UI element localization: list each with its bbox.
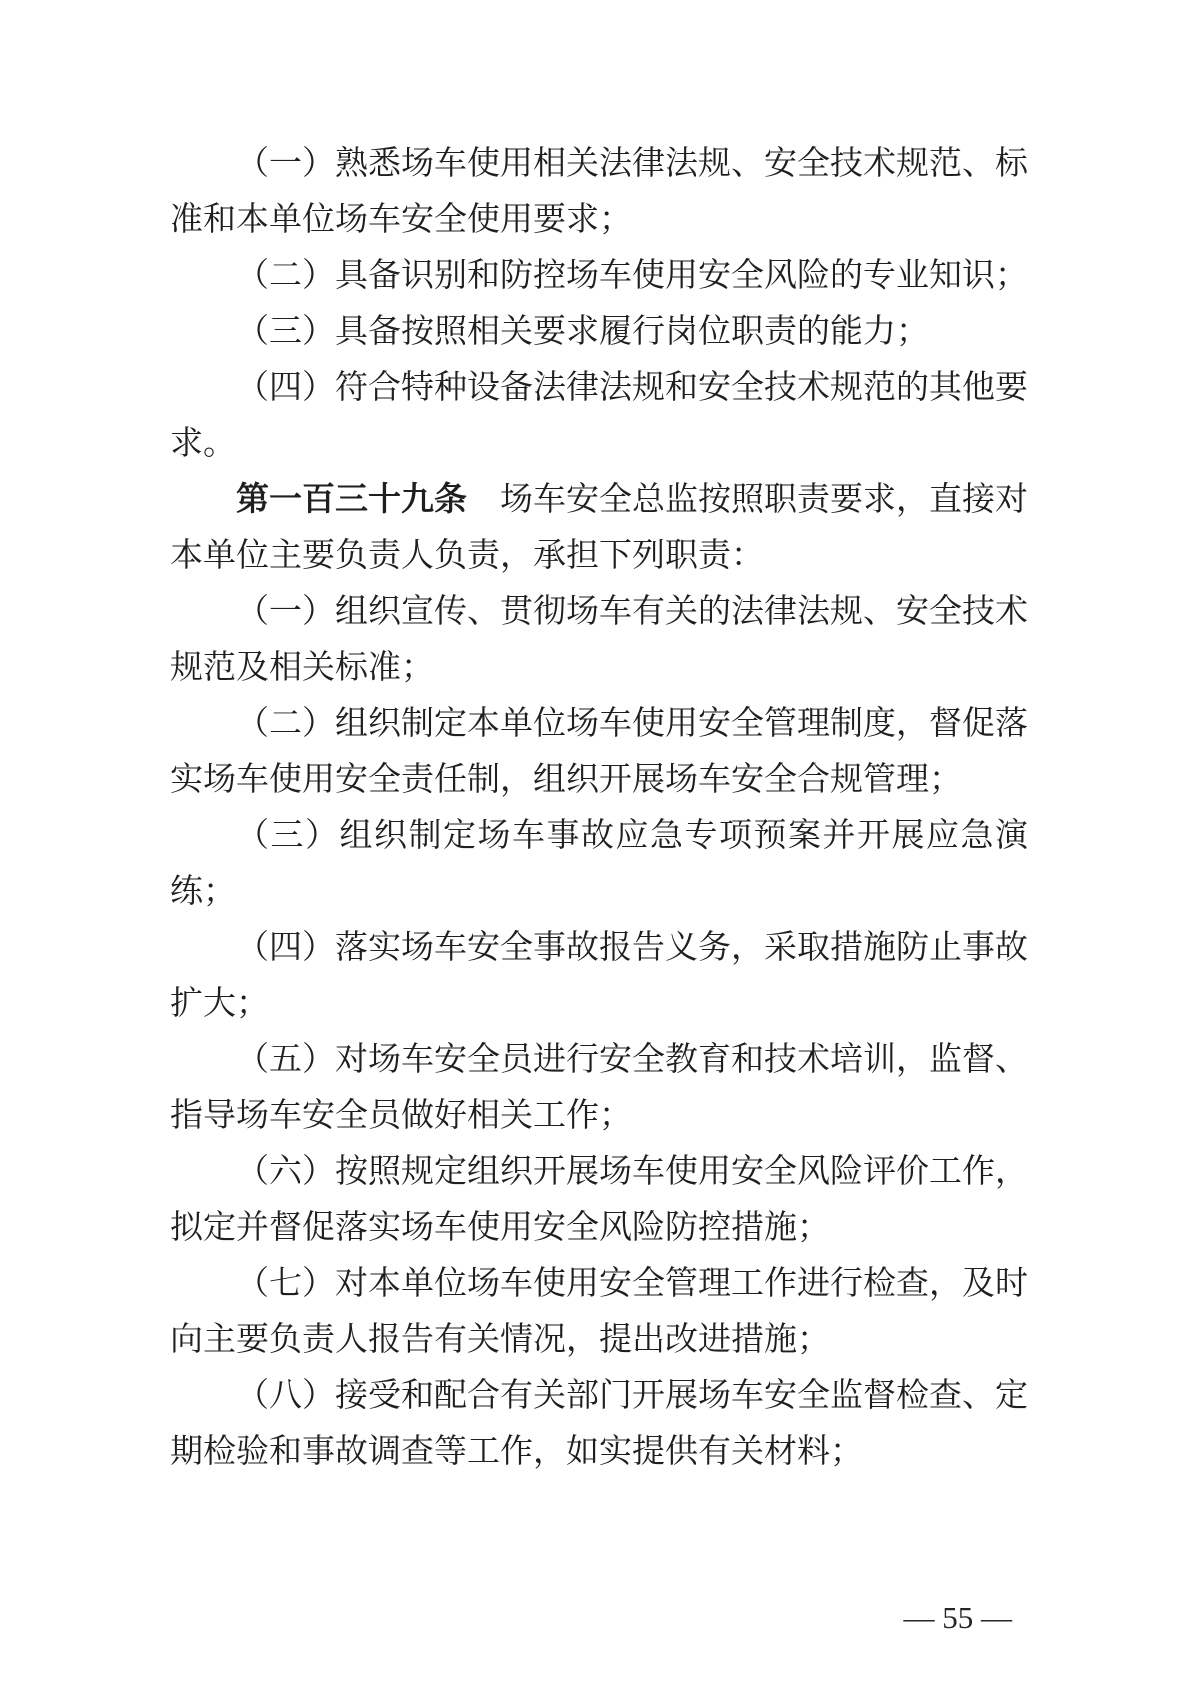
paragraph-text: （一）熟悉场车使用相关法律法规、安全技术规范、标准和本单位场车安全使用要求； — [170, 146, 1028, 238]
paragraph-text: （八）接受和配合有关部门开展场车安全监督检查、定期检验和事故调查等工作，如实提供有关材料； — [170, 1378, 1028, 1470]
page-number: — 55 — — [903, 1600, 1012, 1635]
article-number: 第一百三十九条 — [236, 482, 467, 518]
paragraph-text: （四）落实场车安全事故报告义务，采取措施防止事故扩大； — [170, 930, 1028, 1022]
paragraph-text: （一）组织宣传、贯彻场车有关的法律法规、安全技术规范及相关标准； — [170, 594, 1028, 686]
paragraph — [170, 1144, 1028, 1256]
paragraph — [170, 920, 1028, 1032]
paragraph — [170, 1368, 1028, 1480]
paragraph-text: （六）按照规定组织开展场车使用安全风险评价工作，拟定并督促落实场车使用安全风险防控措施； — [170, 1154, 1028, 1246]
paragraph — [170, 696, 1028, 808]
paragraph — [170, 304, 1028, 360]
paragraph-text: （三）组织制定场车事故应急专项预案并开展应急演练； — [170, 818, 1028, 910]
paragraph — [170, 808, 1028, 920]
paragraph-text: （四）符合特种设备法律法规和安全技术规范的其他要求。 — [170, 370, 1028, 462]
article-heading-paragraph — [170, 472, 1028, 584]
document-body — [170, 136, 1028, 1480]
page-footer — [873, 1558, 1013, 1678]
paragraph — [170, 1256, 1028, 1368]
paragraph — [170, 248, 1028, 304]
paragraph — [170, 136, 1028, 248]
paragraph — [170, 1032, 1028, 1144]
paragraph-text: （七）对本单位场车使用安全管理工作进行检查，及时向主要负责人报告有关情况，提出改进措施； — [170, 1266, 1028, 1358]
paragraph-text: （三）具备按照相关要求履行岗位职责的能力； — [236, 314, 929, 350]
paragraph — [170, 360, 1028, 472]
paragraph-text: 场车安全总监按照职责要求，直接对本单位主要负责人负责，承担下列职责： — [170, 482, 1028, 574]
paragraph-text: （五）对场车安全员进行安全教育和技术培训，监督、指导场车安全员做好相关工作； — [170, 1042, 1028, 1134]
paragraph-text: （二）具备识别和防控场车使用安全风险的专业知识； — [236, 258, 1028, 294]
paragraph-text: （二）组织制定本单位场车使用安全管理制度，督促落实场车使用安全责任制，组织开展场车安全合规管理； — [170, 706, 1028, 798]
paragraph — [170, 584, 1028, 696]
